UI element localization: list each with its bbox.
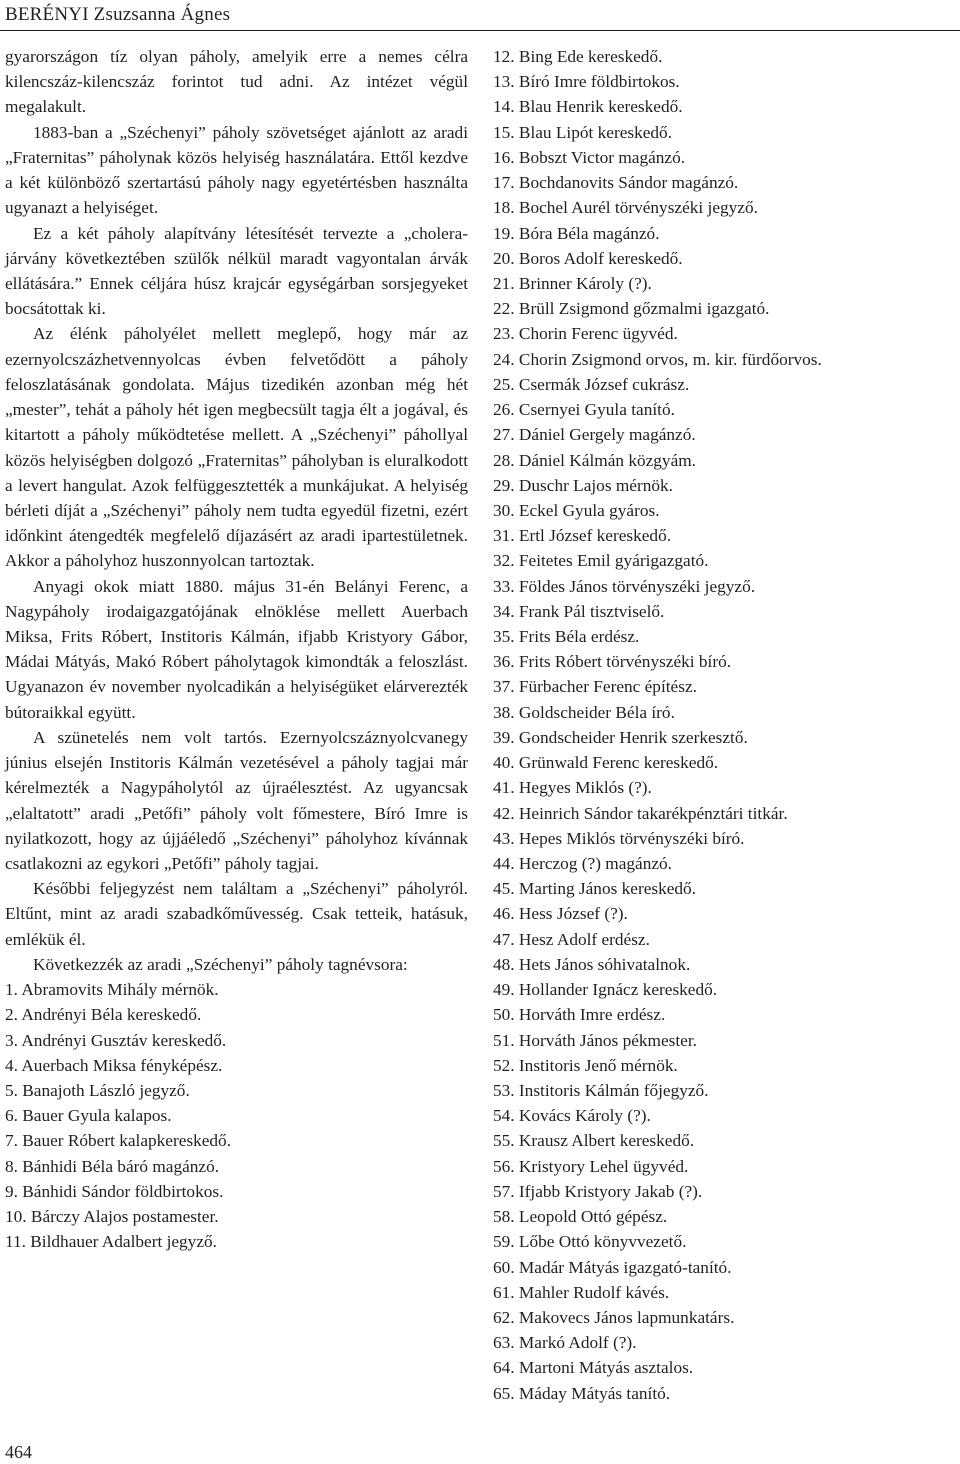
list-item: 14. Blau Henrik kereskedő. [493, 97, 683, 117]
list-item: 20. Boros Adolf kereskedő. [493, 248, 683, 268]
list-item: 49. Hollander Ignácz kereskedő. [493, 980, 718, 1000]
list-item: 15. Blau Lipót kereskedő. [493, 122, 673, 142]
list-item: 47. Hesz Adolf erdész. [493, 929, 650, 949]
list-item: 46. Hess József (?). [493, 904, 628, 924]
list-item: 32. Feitetes Emil gyárigazgató. [493, 551, 709, 571]
list-item: 27. Dániel Gergely magánzó. [493, 425, 696, 445]
list-item: 1. Abramovits Mihály mérnök. [5, 980, 219, 1000]
list-item: 13. Bíró Imre földbirtokos. [493, 72, 680, 92]
list-item: 40. Grünwald Ferenc kereskedő. [493, 753, 719, 773]
list-item: 26. Csernyei Gyula tanító. [493, 400, 675, 420]
list-item: 30. Eckel Gyula gyáros. [493, 500, 660, 520]
list-item: 39. Gondscheider Henrik szerkesztő. [493, 727, 748, 747]
list-item: 22. Brüll Zsigmond gőzmalmi igazgató. [493, 299, 770, 319]
header-rule [0, 30, 960, 31]
list-item: 59. Lőbe Ottó könyvvezető. [493, 1232, 687, 1252]
paragraph: Ez a két páholy alapítvány létesítését tervezte a „cholera-járvány következtében szülők nélkül maradt vagyontalan árvák ellátására.” Ennek céljára húsz krajcár egységárban sorsjegyeket bocsátottak ki. [5, 223, 468, 319]
list-item: 6. Bauer Gyula kalapos. [5, 1106, 172, 1126]
list-item: 11. Bildhauer Adalbert jegyző. [5, 1232, 217, 1252]
list-item: 12. Bing Ede kereskedő. [493, 47, 663, 66]
list-item: 18. Bochel Aurél törvényszéki jegyző. [493, 198, 758, 218]
paragraph: Későbbi feljegyzést nem találtam a „Széchenyi” páholyról. Eltűnt, mint az aradi szabadkőművesség. Csak tetteik, hatásuk, emlékük él. [5, 879, 468, 949]
list-item: 44. Herczog (?) magánzó. [493, 854, 672, 873]
paragraph: gyarországon tíz olyan páholy, amelyik erre a nemes célra kilencszáz-kilencszáz forintot tud adni. Az intézet végül megalakult. [5, 47, 468, 117]
list-item: 25. Csermák József cukrász. [493, 374, 690, 394]
list-item: 41. Hegyes Miklós (?). [493, 778, 652, 798]
right-column [493, 44, 953, 1406]
list-item: 64. Martoni Mátyás asztalos. [493, 1358, 694, 1378]
paragraph: Következzék az aradi „Széchenyi” páholy tagnévsora: [33, 954, 408, 974]
paragraph: 1883-ban a „Széchenyi” páholy szövetséget ajánlott az aradi „Fraternitas” páholynak közös helyiség használatára. Ettől kezdve a két különböző szertartású páholy nagy egyetértésben használta ugyanazt a helyiséget. [5, 122, 468, 218]
list-item: 56. Kristyory Lehel ügyvéd. [493, 1156, 689, 1176]
list-item: 24. Chorin Zsigmond orvos, m. kir. fürdőorvos. [493, 349, 822, 369]
list-item: 53. Institoris Kálmán főjegyző. [493, 1080, 709, 1100]
page-number: 464 [5, 1442, 32, 1462]
list-item: 43. Hepes Miklós törvényszéki bíró. [493, 828, 745, 848]
list-item: 8. Bánhidi Béla báró magánzó. [5, 1156, 220, 1176]
member-list-left [5, 977, 468, 1254]
list-item: 51. Horváth János pékmester. [493, 1030, 697, 1050]
list-item: 9. Bánhidi Sándor földbirtokos. [5, 1181, 224, 1201]
list-item: 38. Goldscheider Béla író. [493, 702, 675, 722]
list-item: 65. Máday Mátyás tanító. [493, 1383, 671, 1403]
list-item: 52. Institoris Jenő mérnök. [493, 1055, 678, 1075]
list-item: 61. Mahler Rudolf kávés. [493, 1282, 670, 1302]
list-item: 10. Bárczy Alajos postamester. [5, 1207, 219, 1227]
list-item: 63. Markó Adolf (?). [493, 1333, 637, 1353]
list-item: 58. Leopold Ottó gépész. [493, 1207, 668, 1227]
paragraph: A szünetelés nem volt tartós. Ezernyolcszáznyolcvanegy június elsején Institoris Kálmán vezetésével a páholy tagjai már kérelmezték a Nagypáholytól az újraélesztést. Az ugyancsak „elaltatott” aradi „Petőfi” páholy volt főmestere, Bíró Imre is nyilatkozott, hogy az újjáéledő „Széchenyi” páholyhoz kívánnak csatlakozni az egykori „Petőfi” páholy tagjai. [5, 727, 468, 873]
list-item: 28. Dániel Kálmán közgyám. [493, 450, 696, 470]
list-item: 36. Frits Róbert törvényszéki bíró. [493, 652, 732, 672]
list-item: 35. Frits Béla erdész. [493, 627, 640, 647]
list-item: 45. Marting János kereskedő. [493, 879, 697, 899]
list-item: 37. Fürbacher Ferenc építész. [493, 677, 697, 697]
paragraph: Az élénk páholyélet mellett meglepő, hogy már az ezernyolcszázhetvennyolcas évben felvetődött a páholy feloszlatásának gondolata. Május tizedikén azonban még hét „mester”, tehát a páholy hét igen megbecsült tagja élt a jogával, és kitartott a páholy működtetése mellett. A „Széchenyi” páhollyal közös helyiségben dolgozó „Fraternitas” páholyban is eluralkodott a levert hangulat. Azok felfüggesztették a munkájukat. A helyiség bérleti díját a „Széchenyi” páholy nem tudta egyedül fizetni, ezért időnkint átengedték megfelelő díjazásért az aradi ipartestületnek. Akkor a páholyhoz huszonnyolcan tartoztak. [5, 324, 468, 571]
list-item: 48. Hets János sóhivatalnok. [493, 954, 691, 974]
list-item: 31. Ertl József kereskedő. [493, 526, 672, 546]
list-item: 33. Földes János törvényszéki jegyző. [493, 576, 756, 596]
list-item: 2. Andrényi Béla kereskedő. [5, 1005, 202, 1025]
paragraph: Anyagi okok miatt 1880. május 31-én Belányi Ferenc, a Nagypáholy irodaigazgatójának elnöklése mellett Auerbach Miksa, Frits Róbert, Institoris Kálmán, ifjabb Kristyory Gábor, Mádai Mátyás, Makó Róbert páholytagok kimondták a feloszlást. Ugyanazon év november nyolcadikán a helyiségüket elárverezték bútoraikkal együtt. [5, 576, 468, 722]
list-item: 19. Bóra Béla magánzó. [493, 223, 660, 243]
left-column [5, 44, 468, 1255]
list-item: 34. Frank Pál tisztviselő. [493, 601, 665, 621]
list-item: 17. Bochdanovits Sándor magánzó. [493, 173, 739, 193]
list-item: 21. Brinner Károly (?). [493, 273, 652, 293]
list-item: 62. Makovecs János lapmunkatárs. [493, 1307, 735, 1327]
member-list-right [493, 44, 953, 1406]
running-head: BERÉNYI Zsuzsanna Ágnes [5, 4, 231, 25]
list-item: 3. Andrényi Gusztáv kereskedő. [5, 1030, 227, 1050]
list-item: 54. Kovács Károly (?). [493, 1106, 651, 1126]
list-item: 50. Horváth Imre erdész. [493, 1005, 666, 1025]
list-item: 16. Bobszt Victor magánzó. [493, 147, 686, 167]
list-item: 5. Banajoth László jegyző. [5, 1080, 190, 1100]
list-item: 57. Ifjabb Kristyory Jakab (?). [493, 1181, 703, 1201]
list-item: 7. Bauer Róbert kalapkereskedő. [5, 1131, 232, 1151]
list-item: 4. Auerbach Miksa fényképész. [5, 1055, 223, 1075]
list-item: 60. Madár Mátyás igazgató-tanító. [493, 1257, 732, 1277]
list-item: 42. Heinrich Sándor takarékpénztári titkár. [493, 803, 788, 823]
list-item: 55. Krausz Albert kereskedő. [493, 1131, 695, 1151]
list-item: 23. Chorin Ferenc ügyvéd. [493, 324, 678, 344]
list-item: 29. Duschr Lajos mérnök. [493, 475, 673, 495]
body-text [5, 44, 468, 977]
